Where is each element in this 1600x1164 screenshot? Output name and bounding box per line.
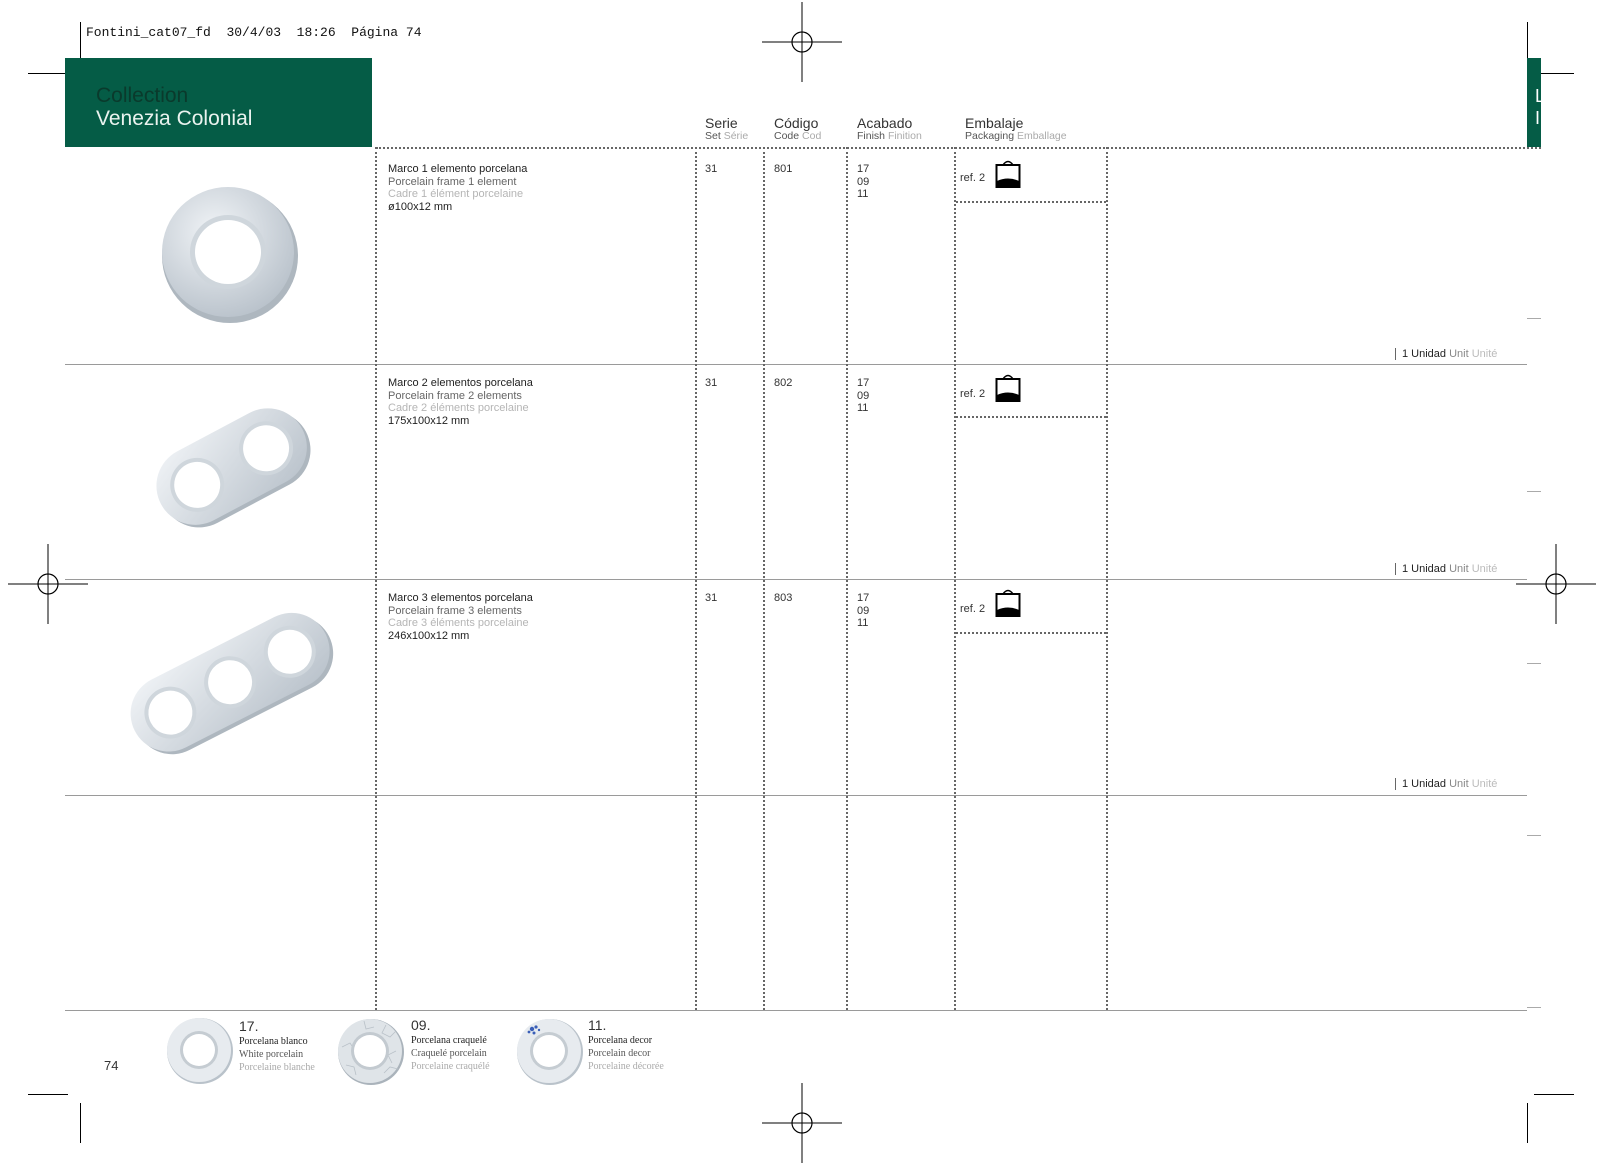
finish-name-es: Porcelana blanco [239, 1036, 308, 1047]
crop-mark [80, 1103, 81, 1143]
column-divider [763, 147, 765, 1010]
margin-tick [1527, 491, 1541, 492]
crop-mark [28, 73, 68, 74]
registration-mark-bottom [762, 1083, 842, 1163]
column-header-codigo: Código Code Cod [774, 115, 822, 142]
product-image-frame-1-element [150, 178, 310, 328]
slug-time: 18:26 [296, 25, 336, 40]
section-tab-letter: L [1535, 86, 1546, 106]
product-description: Marco 2 elementos porcelana Porcelain frame 2 elements Cadre 2 éléments porcelaine 175x100x12 mm [388, 377, 533, 427]
crop-mark [1527, 1103, 1528, 1143]
packaging-ref: ref. 2 [960, 172, 986, 184]
slug-file: Fontini_cat07_fd [86, 25, 211, 40]
packaging-divider [956, 201, 1106, 203]
column-header-serie: Serie Set Série [705, 115, 749, 142]
product-description: Marco 1 elemento porcelana Porcelain frame 1 element Cadre 1 élément porcelaine ø100x12 mm [388, 163, 528, 213]
finish-code: 17. [239, 1018, 259, 1034]
finish-swatch-decor [514, 1017, 664, 1091]
crop-mark [28, 1094, 68, 1095]
serie-value: 31 [705, 163, 718, 175]
finish-craquele-ring-icon [336, 1017, 406, 1087]
finish-name-en: White porcelain [239, 1049, 304, 1060]
registration-mark-left [8, 544, 88, 624]
codigo-value: 803 [774, 592, 793, 604]
row-divider [65, 579, 1527, 580]
row-divider [65, 364, 1527, 365]
finish-name-es: Porcelana craquelé [411, 1035, 487, 1046]
crop-mark [80, 22, 81, 62]
packaging-bag-icon [995, 588, 1021, 618]
codigo-value: 802 [774, 377, 793, 389]
row-divider [65, 1010, 1527, 1011]
serie-value: 31 [705, 592, 718, 604]
header-rule [376, 147, 1541, 149]
acabado-values: 17 09 11 [857, 592, 870, 629]
finish-name-en: Craquelé porcelain [411, 1048, 487, 1059]
finish-name-fr: Porcelaine blanche [239, 1062, 315, 1073]
packaging-bag-icon [995, 373, 1021, 403]
product-description: Marco 3 elementos porcelana Porcelain frame 3 elements Cadre 3 éléments porcelaine 246x100x12 mm [388, 592, 533, 642]
finish-code: 09. [411, 1017, 431, 1033]
margin-tick [1527, 318, 1541, 319]
registration-mark-right [1516, 544, 1596, 624]
packaging-bag-icon [995, 159, 1021, 189]
margin-tick [1527, 663, 1541, 664]
collection-name: Venezia Colonial [96, 107, 253, 130]
slug-date: 30/4/03 [226, 25, 282, 40]
column-divider [375, 147, 377, 1010]
packaging-ref: ref. 2 [960, 603, 986, 615]
finish-decor-ring-icon [514, 1017, 586, 1087]
acabado-values: 17 09 11 [857, 377, 870, 414]
column-divider [846, 147, 848, 1010]
column-divider [695, 147, 697, 1010]
column-header-acabado: Acabado Finish Finition [857, 115, 922, 142]
serie-value: 31 [705, 377, 718, 389]
packaging-divider [956, 416, 1106, 418]
section-tab [1527, 58, 1546, 147]
column-divider [954, 147, 956, 1010]
slug-page: Página 74 [351, 25, 422, 40]
print-slug [86, 25, 422, 40]
collection-label: Collection [96, 84, 189, 107]
crop-mark [1527, 22, 1528, 62]
finish-swatch-white [165, 1017, 315, 1091]
column-divider [1106, 147, 1108, 1010]
packaging-divider [956, 632, 1106, 634]
margin-tick [1527, 1007, 1541, 1008]
packaging-ref: ref. 2 [960, 388, 986, 400]
registration-mark-top [762, 2, 842, 82]
finish-name-es: Porcelana decor [588, 1035, 653, 1046]
product-image-frame-2-elements [148, 398, 318, 536]
finish-name-en: Porcelain decor [588, 1048, 651, 1059]
unit-label: 1 Unidad Unit Unité [1395, 563, 1497, 575]
crop-mark [1534, 1094, 1574, 1095]
section-tab-letter: I [1535, 108, 1541, 128]
margin-tick [1527, 835, 1541, 836]
finish-code: 11. [588, 1017, 607, 1033]
product-image-frame-3-elements [122, 604, 340, 764]
codigo-value: 801 [774, 163, 793, 175]
row-divider [65, 795, 1527, 796]
page-number: 74 [104, 1058, 119, 1073]
finish-name-fr: Porcelaine décorée [588, 1061, 664, 1072]
unit-label: 1 Unidad Unit Unité [1395, 778, 1497, 790]
finish-white-ring-icon [165, 1017, 235, 1087]
acabado-values: 17 09 11 [857, 163, 870, 200]
collection-title-block [65, 58, 372, 147]
column-header-embalaje: Embalaje Packaging Emballage [965, 115, 1067, 142]
finish-name-fr: Porcelaine craquélé [411, 1061, 490, 1072]
unit-label: 1 Unidad Unit Unité [1395, 348, 1497, 360]
finish-swatch-craquele [336, 1017, 490, 1091]
